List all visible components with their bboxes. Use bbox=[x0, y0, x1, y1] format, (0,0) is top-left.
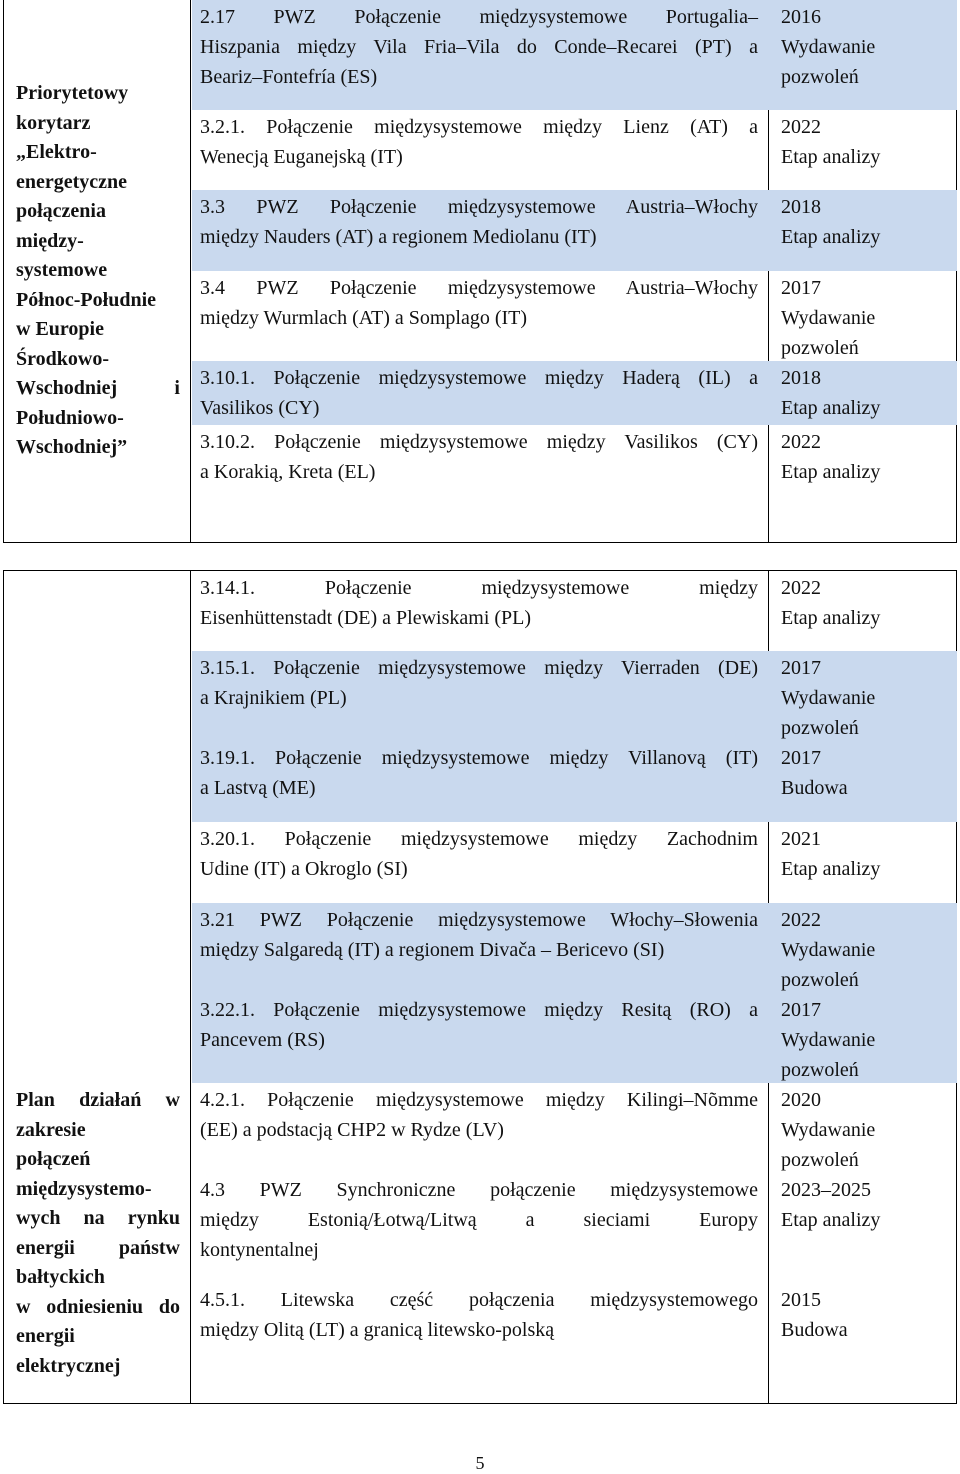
corridor-heading-line: Wschodniej i bbox=[16, 377, 180, 400]
status-year: 2020 bbox=[781, 1089, 821, 1111]
project-description: 4.3 PWZ Synchroniczne połączenie międzysystemowe między Estonią/Łotwą/Litwą a sieciami Europy kontynentalnej bbox=[200, 1179, 758, 1261]
table-row bbox=[192, 1083, 957, 1173]
status-year: 2017 bbox=[781, 657, 821, 679]
project-status: 2018 Etap analizy bbox=[781, 192, 880, 252]
table-row bbox=[192, 0, 957, 110]
corridor-heading-line: Środkowo- bbox=[16, 347, 109, 370]
plan-heading-line: międzysystemo- bbox=[16, 1177, 152, 1200]
table-row bbox=[192, 361, 957, 425]
project-description: 3.3 PWZ Połączenie międzysystemowe Austria–Włochy między Nauders (AT) a regionem Mediolanu (IT) bbox=[200, 196, 758, 248]
status-year: 2023–2025 bbox=[781, 1179, 871, 1201]
project-status: 2017 Wydawanie pozwoleń bbox=[781, 273, 875, 363]
plan-heading-line: w odniesieniu do bbox=[16, 1295, 180, 1318]
corridor-heading-line: Priorytetowy bbox=[16, 82, 129, 105]
corridor-heading-line: korytarz bbox=[16, 111, 91, 134]
status-year: 2017 bbox=[781, 999, 821, 1021]
table-row bbox=[192, 190, 957, 271]
plan-heading-line: połączeń bbox=[16, 1148, 91, 1170]
table-row bbox=[192, 271, 957, 361]
project-description: 3.20.1. Połączenie międzysystemowe między Zachodnim Udine (IT) a Okroglo (SI) bbox=[200, 828, 758, 880]
corridor-heading-line: połączenia bbox=[16, 200, 106, 223]
corridor-heading-line: Północ-Południe bbox=[16, 288, 157, 311]
table-row bbox=[192, 571, 957, 651]
table-block-baltic-plan bbox=[3, 570, 957, 1404]
page-number: 5 bbox=[475, 1453, 485, 1473]
corridor-heading bbox=[4, 0, 191, 542]
project-description: 3.15.1. Połączenie międzysystemowe między Vierraden (DE) a Krajnikiem (PL) bbox=[200, 657, 758, 709]
status-year: 2015 bbox=[781, 1289, 821, 1311]
table-row bbox=[192, 1173, 957, 1283]
project-description: 3.10.1. Połączenie międzysystemowe między Haderą (IL) a Vasilikos (CY) bbox=[200, 367, 758, 419]
corridor-heading-line: Wschodniej” bbox=[16, 436, 128, 459]
status-year: 2022 bbox=[781, 909, 821, 931]
corridor-heading-line: między- bbox=[16, 229, 84, 252]
corridor-heading-line: Południowo- bbox=[16, 406, 124, 429]
corridor-heading-line: „Elektro- bbox=[16, 141, 97, 164]
plan-heading-line: zakresie bbox=[16, 1118, 86, 1141]
plan-heading-line: wych na rynku bbox=[16, 1207, 180, 1229]
table-row bbox=[192, 903, 957, 993]
table-row bbox=[192, 651, 957, 741]
project-status: 2022 Etap analizy bbox=[781, 573, 880, 633]
status-year: 2022 bbox=[781, 431, 821, 453]
project-description: 3.19.1. Połączenie międzysystemowe między Villanovą (IT) a Lastvą (ME) bbox=[200, 747, 758, 799]
table-row bbox=[192, 993, 957, 1083]
project-status: 2022 Wydawanie pozwoleń bbox=[781, 905, 875, 995]
corridor-heading-line: systemowe bbox=[16, 259, 108, 282]
project-description: 2.17 PWZ Połączenie międzysystemowe Portugalia– Hiszpania między Vila Fria–Vila do Conde–Recarei (PT) a Beariz–Fontefría (ES) bbox=[200, 6, 758, 88]
table-row bbox=[192, 425, 957, 542]
project-description: 4.2.1. Połączenie międzysystemowe między Kilingi–Nõmme (EE) a podstacją CHP2 w Rydze (LV) bbox=[200, 1089, 758, 1141]
project-status: 2022 Etap analizy bbox=[781, 427, 880, 487]
status-year: 2017 bbox=[781, 747, 821, 769]
table-row bbox=[192, 1283, 957, 1404]
plan-heading-line: energii państw bbox=[16, 1236, 180, 1259]
project-description: 4.5.1. Litewska część połączenia międzysystemowego między Olitą (LT) a granicą litewsko-polską bbox=[200, 1289, 758, 1341]
project-description: 3.22.1. Połączenie międzysystemowe między Resitą (RO) a Pancevem (RS) bbox=[200, 999, 758, 1051]
project-description: 3.21 PWZ Połączenie międzysystemowe Włochy–Słowenia między Salgaredą (IT) a regionem Divača – Bericevo (SI) bbox=[200, 909, 758, 961]
project-status: 2016 Wydawanie pozwoleń bbox=[781, 2, 875, 92]
project-description: 3.4 PWZ Połączenie międzysystemowe Austria–Włochy między Wurmlach (AT) a Somplago (IT) bbox=[200, 277, 758, 329]
plan-heading bbox=[4, 571, 191, 1403]
status-year: 2017 bbox=[781, 277, 821, 299]
project-status: 2020 Wydawanie pozwoleń bbox=[781, 1085, 875, 1175]
project-status: 2015 Budowa bbox=[781, 1285, 848, 1345]
project-status: 2018 Etap analizy bbox=[781, 363, 880, 423]
plan-heading-line: Plan działań w bbox=[16, 1089, 180, 1111]
plan-heading-line: elektrycznej bbox=[16, 1354, 121, 1377]
status-year: 2021 bbox=[781, 828, 821, 850]
status-year: 2022 bbox=[781, 116, 821, 138]
project-status: 2021 Etap analizy bbox=[781, 824, 880, 884]
project-description: 3.10.2. Połączenie międzysystemowe między Vasilikos (CY) a Korakią, Kreta (EL) bbox=[200, 431, 758, 483]
table-row bbox=[192, 822, 957, 903]
status-year: 2018 bbox=[781, 196, 821, 218]
project-status: 2017 Wydawanie pozwoleń bbox=[781, 653, 875, 743]
project-status: 2023–2025 Etap analizy bbox=[781, 1175, 880, 1235]
project-status: 2017 Wydawanie pozwoleń bbox=[781, 995, 875, 1085]
table-row bbox=[192, 110, 957, 190]
project-description: 3.2.1. Połączenie międzysystemowe między Lienz (AT) a Wenecją Euganejską (IT) bbox=[200, 116, 758, 168]
plan-heading-line: bałtyckich bbox=[16, 1266, 105, 1288]
table-row bbox=[192, 741, 957, 822]
plan-heading-line: energii bbox=[16, 1325, 75, 1347]
table-block-corridor bbox=[3, 0, 957, 543]
status-year: 2018 bbox=[781, 367, 821, 389]
project-status: 2017 Budowa bbox=[781, 743, 848, 803]
corridor-heading-line: w Europie bbox=[16, 318, 104, 341]
status-year: 2016 bbox=[781, 6, 821, 28]
status-year: 2022 bbox=[781, 577, 821, 599]
corridor-heading-line: energetyczne bbox=[16, 170, 128, 193]
project-status: 2022 Etap analizy bbox=[781, 112, 880, 172]
project-description: 3.14.1. Połączenie międzysystemowe między Eisenhüttenstadt (DE) a Plewiskami (PL) bbox=[200, 577, 758, 629]
